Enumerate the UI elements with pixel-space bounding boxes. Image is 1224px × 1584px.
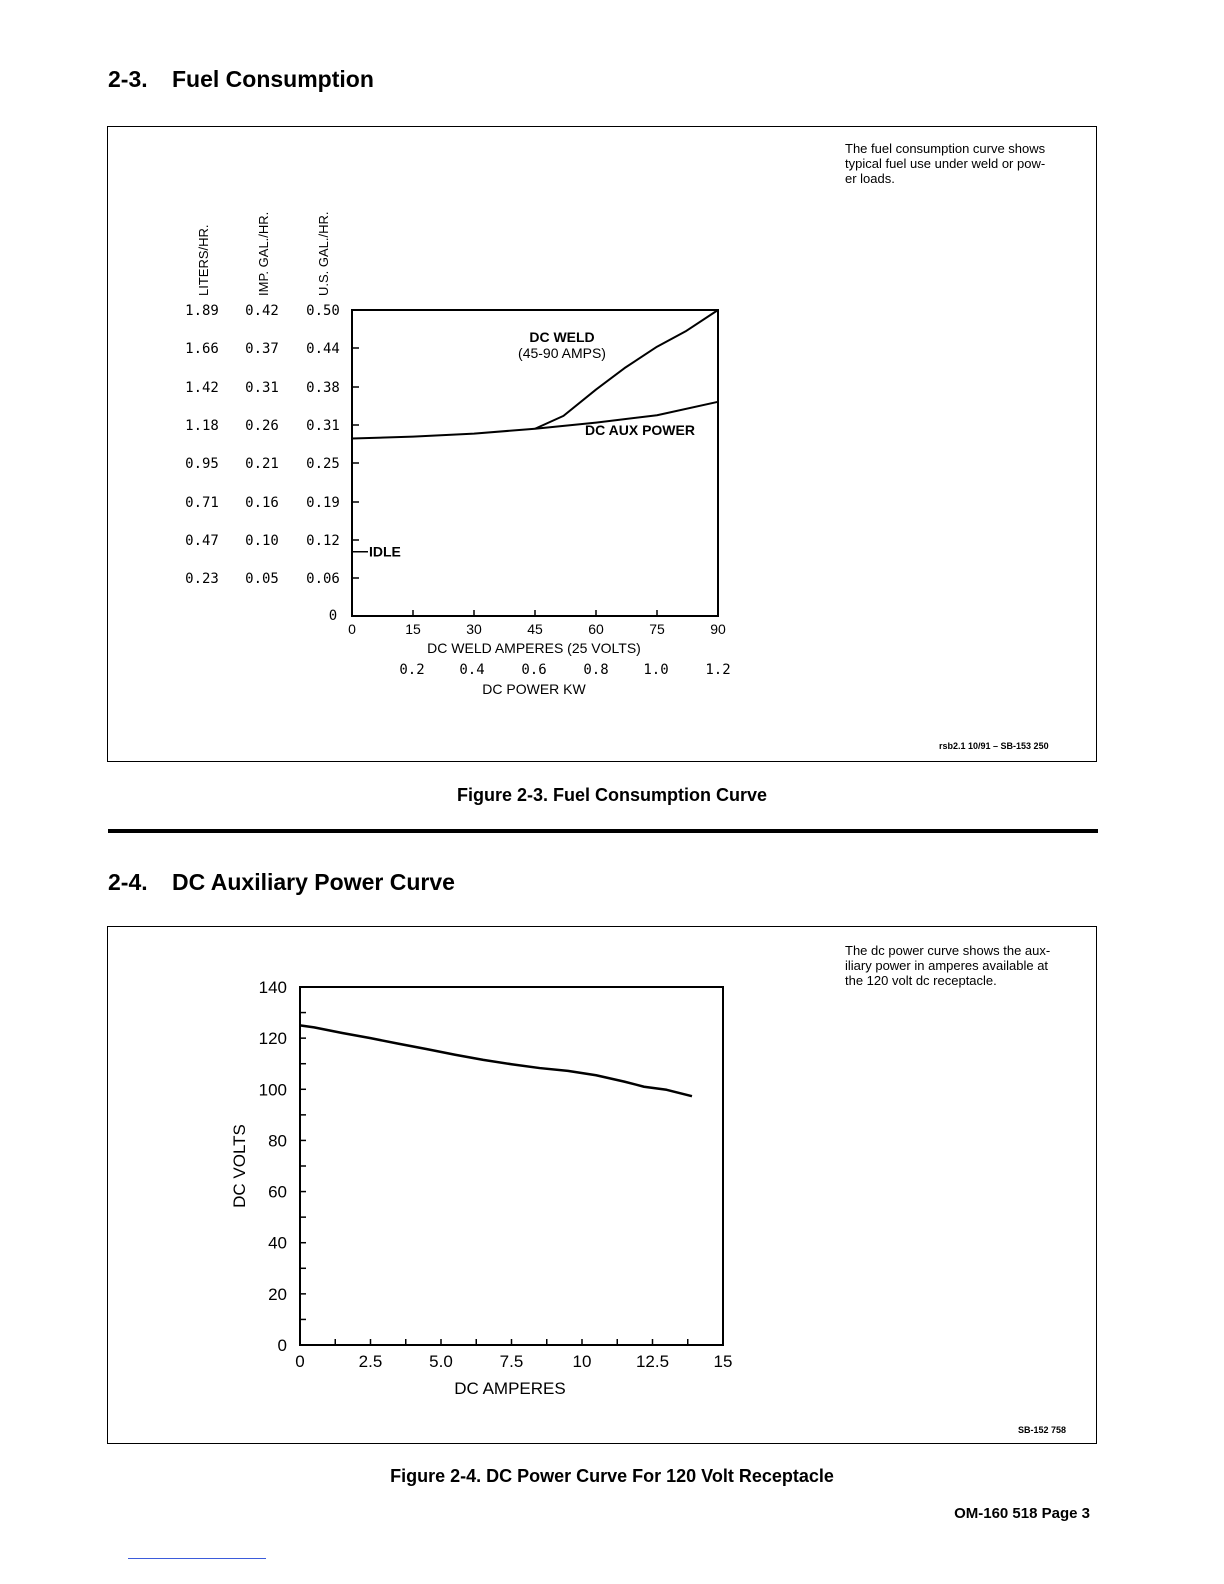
dc-y-axis-label: DC VOLTS bbox=[230, 1124, 249, 1208]
fuel-y-tick-label-impgal: 0.42 bbox=[245, 303, 279, 319]
dc-aux-note: The dc power curve shows the aux- iliary power in amperes available at the 120 volt dc receptacle. bbox=[845, 943, 1051, 988]
fuel-x2-tick-label: 1.0 bbox=[643, 662, 669, 678]
fuel-x2-tick-label: 0.2 bbox=[399, 662, 425, 678]
dc-x-tick-label: 10 bbox=[572, 1352, 592, 1371]
fuel-y-tick-label-liters: 1.18 bbox=[185, 418, 219, 434]
fuel-x2-tick-label: 1.2 bbox=[705, 662, 731, 678]
dc-x-tick-label: 2.5 bbox=[358, 1352, 383, 1371]
fuel-x2-tick-label: 0.4 bbox=[459, 662, 485, 678]
dc-aux-caption: Figure 2-4. DC Power Curve For 120 Volt Receptacle bbox=[390, 1466, 834, 1486]
dc-y-tick-label: 120 bbox=[258, 1029, 287, 1049]
fuel-y-tick-label-usgal: 0.44 bbox=[306, 341, 340, 357]
dc-y-tick-label: 20 bbox=[268, 1284, 287, 1304]
fuel-note: The fuel consumption curve shows typical fuel use under weld or pow- er loads. bbox=[845, 141, 1046, 186]
dc-series-line bbox=[300, 1025, 692, 1096]
fuel-y-tick-label-usgal: 0.19 bbox=[306, 495, 340, 511]
fuel-x-axis-label: DC WELD AMPERES (25 VOLTS) bbox=[427, 640, 641, 656]
fuel-y-tick-label-usgal: 0.50 bbox=[306, 303, 340, 319]
dc-x-tick-label: 7.5 bbox=[499, 1352, 524, 1371]
fuel-x-tick-label: 0 bbox=[348, 621, 356, 637]
fuel-y-tick-label-liters: 0.47 bbox=[185, 533, 219, 549]
fuel-y-axis-label: LITERS/HR. bbox=[196, 224, 211, 296]
fuel-annotation-idle: IDLE bbox=[369, 543, 401, 560]
fuel-x2-axis-label: DC POWER KW bbox=[482, 681, 586, 697]
fuel-x-tick-label: 60 bbox=[588, 621, 604, 637]
dc-x-tick-label: 0 bbox=[295, 1352, 305, 1371]
fuel-annotation-dc-weld: DC WELD bbox=[529, 329, 595, 345]
fuel-y-tick-label-liters: 1.89 bbox=[185, 303, 219, 319]
dc-y-tick-label: 60 bbox=[268, 1182, 287, 1202]
fuel-figure-code: rsb2.1 10/91 – SB-153 250 bbox=[939, 741, 1049, 751]
fuel-y-axis-label: IMP. GAL./HR. bbox=[256, 211, 271, 296]
fuel-x-tick-label: 15 bbox=[405, 621, 421, 637]
fuel-y-tick-label-liters: 0.23 bbox=[185, 571, 219, 587]
fuel-y-tick-label-impgal: 0.26 bbox=[245, 418, 279, 434]
fuel-y-tick-label-impgal: 0.05 bbox=[245, 571, 279, 587]
section-heading-fuel: 2-3. Fuel Consumption bbox=[108, 66, 374, 92]
fuel-x-tick-label: 45 bbox=[527, 621, 543, 637]
dc-x-tick-label: 15 bbox=[713, 1352, 733, 1371]
fuel-annotation-dc-aux: DC AUX POWER bbox=[585, 422, 695, 438]
dc-x-tick-label: 5.0 bbox=[429, 1352, 453, 1371]
fuel-x-tick-label: 75 bbox=[649, 621, 665, 637]
fuel-series-dc-weld bbox=[535, 310, 718, 429]
fuel-x-tick-label: 90 bbox=[710, 621, 726, 637]
fuel-y-tick-label-impgal: 0.31 bbox=[245, 380, 279, 396]
fuel-y-tick-label-impgal: 0.10 bbox=[245, 533, 279, 549]
fuel-x2-tick-label: 0.8 bbox=[583, 662, 609, 678]
fuel-y-tick-label-usgal: 0.06 bbox=[306, 571, 340, 587]
fuel-y-tick-label-liters: 0.95 bbox=[185, 456, 219, 472]
dc-plot-area bbox=[300, 987, 723, 1345]
fuel-annotation-dc-weld-range: (45-90 AMPS) bbox=[518, 345, 606, 361]
fuel-y-tick-label-impgal: 0.37 bbox=[245, 341, 279, 357]
dc-aux-figure-code: SB-152 758 bbox=[1018, 1425, 1067, 1435]
fuel-y-tick-label-impgal: 0.16 bbox=[245, 495, 279, 511]
fuel-y-tick-label-usgal: 0 bbox=[328, 608, 338, 624]
dc-y-tick-label: 100 bbox=[258, 1080, 287, 1100]
fuel-y-tick-label-liters: 1.66 bbox=[185, 341, 219, 357]
fuel-y-tick-label-usgal: 0.12 bbox=[306, 533, 340, 549]
fuel-y-axis-label: U.S. GAL./HR. bbox=[316, 211, 331, 296]
dc-y-tick-label: 0 bbox=[277, 1336, 287, 1355]
dc-x-tick-label: 12.5 bbox=[635, 1352, 670, 1371]
fuel-y-tick-label-liters: 1.42 bbox=[185, 380, 219, 396]
fuel-y-tick-label-usgal: 0.25 bbox=[306, 456, 340, 472]
fuel-y-tick-label-impgal: 0.21 bbox=[245, 456, 279, 472]
fuel-x2-tick-label: 0.6 bbox=[521, 662, 547, 678]
dc-y-tick-label: 140 bbox=[258, 978, 287, 997]
fuel-y-tick-label-liters: 0.71 bbox=[185, 495, 219, 511]
fuel-caption: Figure 2-3. Fuel Consumption Curve bbox=[456, 785, 768, 805]
dc-y-tick-label: 40 bbox=[268, 1233, 287, 1253]
fuel-y-tick-label-usgal: 0.31 bbox=[306, 418, 340, 434]
fuel-y-tick-label-usgal: 0.38 bbox=[306, 380, 340, 396]
fuel-x-tick-label: 30 bbox=[466, 621, 482, 637]
page-footer: OM-160 518 Page 3 bbox=[954, 1505, 1090, 1522]
dc-y-tick-label: 80 bbox=[268, 1131, 287, 1151]
section-heading-dc-aux: 2-4. DC Auxiliary Power Curve bbox=[108, 869, 455, 895]
dc-x-axis-label: DC AMPERES bbox=[454, 1379, 566, 1398]
